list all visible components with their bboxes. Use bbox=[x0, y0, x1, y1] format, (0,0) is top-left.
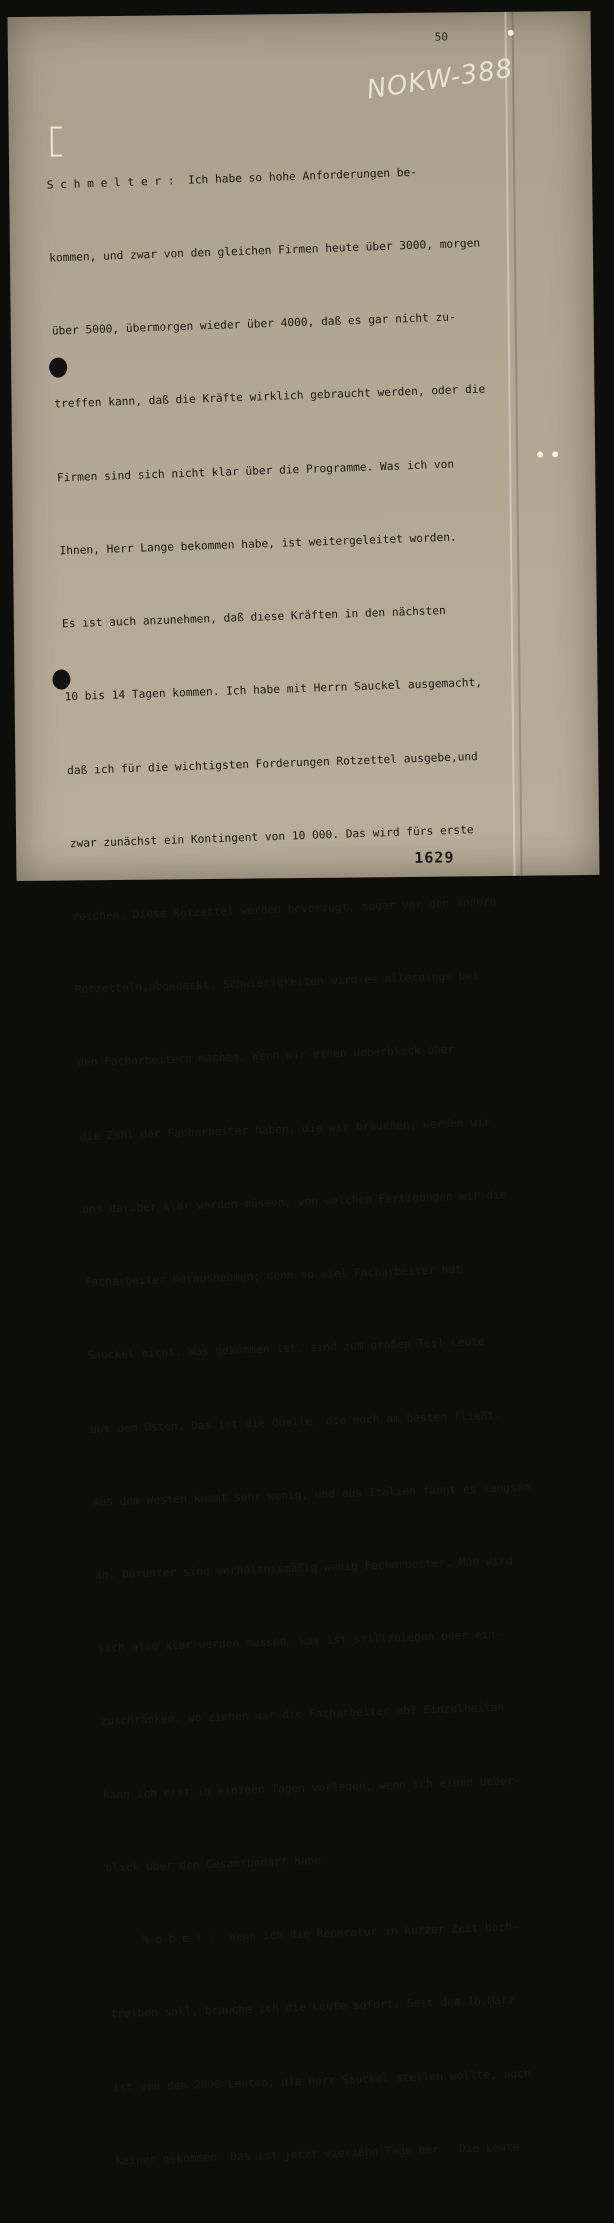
text-line: über 5000, übermorgen wieder über 4000, daß es gar nicht zu- bbox=[51, 310, 456, 338]
speck-mark bbox=[552, 451, 558, 457]
speck-mark bbox=[537, 451, 543, 457]
text-line: ist von den 2000 Leuten, die Herr Sauckel stellen wollte, noch bbox=[112, 2066, 531, 2094]
document-number: 1629 bbox=[414, 848, 455, 867]
text-line: aus dem Osten. Das ist die Quelle, die noch am besten fließt. bbox=[89, 1408, 502, 1436]
text-line: kann ich erst in einigen Tagen vorlegen, wenn ich einen Ueber- bbox=[102, 1773, 521, 1802]
text-line: die Zahl der Facharbeiter haben, die wir brauchen, werden wir bbox=[79, 1115, 491, 1143]
typed-text-body bbox=[45, 108, 588, 2222]
text-line: Sauckel nicht. Was gekommen ist, sind zum großen Teil Leute bbox=[87, 1335, 486, 1363]
document-page bbox=[7, 11, 599, 2168]
text-line: an. Darunter sind verhältnismäßig wenig Facharbeiter. Man wird bbox=[95, 1554, 513, 1582]
text-line: daß ich für die wichtigsten Forderungen Rotzettel ausgebe,und bbox=[66, 749, 479, 777]
text-line: Facharbeiter herausnehmen; denn so viel Facharbeiter hat bbox=[84, 1262, 463, 1290]
text-line: sich also klar werden müssen: was ist stillzulegen oder ein- bbox=[97, 1627, 502, 1655]
text-line: kommen, und zwar von den gleichen Firmen heute über 3000, morgen bbox=[49, 236, 481, 265]
text-line: Firmen sind sich nicht klar über die Programme. Was ich von bbox=[56, 457, 455, 485]
text-line: treffen kann, daß die Kräfte wirklich gebraucht werden, oder die bbox=[54, 382, 486, 411]
text-line: uns darüber klar werden müssen, von welchen Fertigungen wir die bbox=[82, 1188, 507, 1216]
text-line: Ihnen, Herr Lange bekommen habe, ist weitergeleitet worden. bbox=[59, 530, 457, 558]
text-line: zuschränken, wo ziehen wir die Facharbeiter ab? Einzelheiten bbox=[100, 1701, 505, 1729]
archive-reference: NOKW-388 bbox=[364, 53, 516, 106]
page-number: 50 bbox=[434, 30, 449, 44]
text-line: 10 bis 14 Tagen kommen. Ich habe mit Herrn Sauckel ausgemacht, bbox=[64, 676, 483, 704]
text-line: S c h m e l t e r : Ich habe so hohe Anforderungen be- bbox=[46, 165, 418, 192]
text-line: blick über den Gesamtbedarf habe. bbox=[105, 1853, 328, 1875]
text-line: treiben soll, brauche ich die Leute sofort. Seit dem 16.März bbox=[110, 1993, 515, 2021]
text-line: den Facharbeitern machen. Wenn wir einen Ueberblick über bbox=[77, 1043, 455, 1070]
text-line: keiner gekommen. Das ist jetzt vierzehn Tage her. Die Leute bbox=[115, 2140, 520, 2168]
text-line: Es ist auch anzunehmen, daß diese Kräften in den nächsten bbox=[61, 604, 446, 631]
text-line: zwar zunächst ein Kontingent von 10 000. Das wird fürs erste bbox=[69, 822, 474, 851]
text-line: N o b e l : Wenn ich die Reparatur in kurzer Zeit hoch- bbox=[107, 1920, 519, 1948]
text-line: Aus dem Westen kommt sehr wenig, und aus Italien fängt es langsam bbox=[92, 1480, 531, 1509]
speck-mark bbox=[508, 30, 514, 36]
text-line: Rotzetteln,abgedeckt. Schwierigkeiten wird es allerdings bei bbox=[74, 969, 479, 997]
text-line: reichen. Diese Rotzettel werden bevorzugt, sogar vor den andern bbox=[72, 895, 497, 924]
